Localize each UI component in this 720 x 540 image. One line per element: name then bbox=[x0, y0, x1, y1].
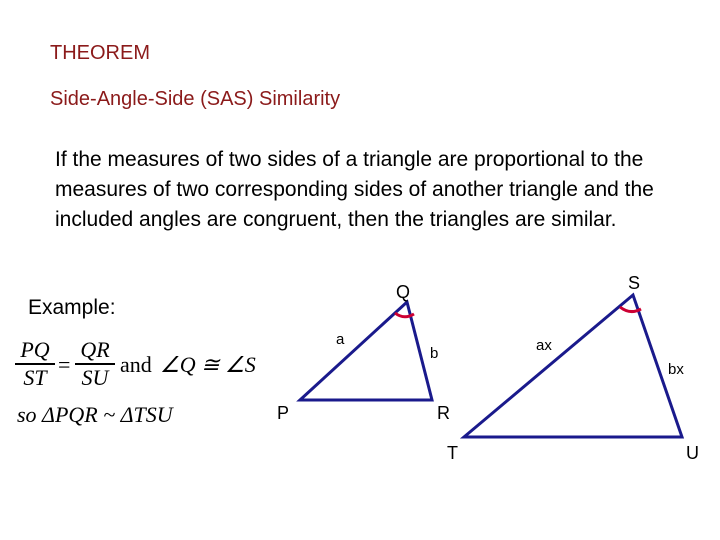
vertex-label-q: Q bbox=[396, 282, 411, 302]
vertex-label-r: R bbox=[437, 403, 450, 423]
side-label-ax: ax bbox=[536, 337, 552, 354]
side-label-a: a bbox=[336, 331, 345, 348]
fraction-numerator: PQ bbox=[20, 337, 50, 362]
theorem-name: Side-Angle-Side (SAS) Similarity bbox=[50, 88, 341, 110]
angle-congruence: ∠Q ≅ ∠S bbox=[160, 352, 256, 377]
side-label-b: b bbox=[430, 345, 439, 362]
triangle-stu bbox=[464, 295, 682, 437]
theorem-heading: THEOREM bbox=[50, 42, 150, 64]
and-text: and bbox=[120, 352, 152, 377]
theorem-statement: If the measures of two sides of a triangle are proportional to the measures of two corresponding sides of another triangle and the included angles are congruent, then the triangles are similar. bbox=[55, 148, 654, 231]
fraction-denominator: SU bbox=[81, 364, 109, 390]
equals-sign: = bbox=[58, 352, 71, 377]
triangle-pqr bbox=[300, 302, 432, 400]
fraction-numerator: QR bbox=[80, 337, 110, 362]
vertex-label-t: T bbox=[447, 443, 458, 463]
vertex-label-p: P bbox=[277, 403, 290, 423]
side-label-bx: bx bbox=[668, 361, 684, 378]
vertex-label-s: S bbox=[628, 273, 641, 293]
vertex-label-u: U bbox=[686, 443, 699, 463]
fraction-denominator: ST bbox=[23, 364, 47, 390]
example-label: Example: bbox=[28, 296, 116, 319]
similarity-conclusion: so ΔPQR ~ ΔTSU bbox=[17, 402, 173, 427]
